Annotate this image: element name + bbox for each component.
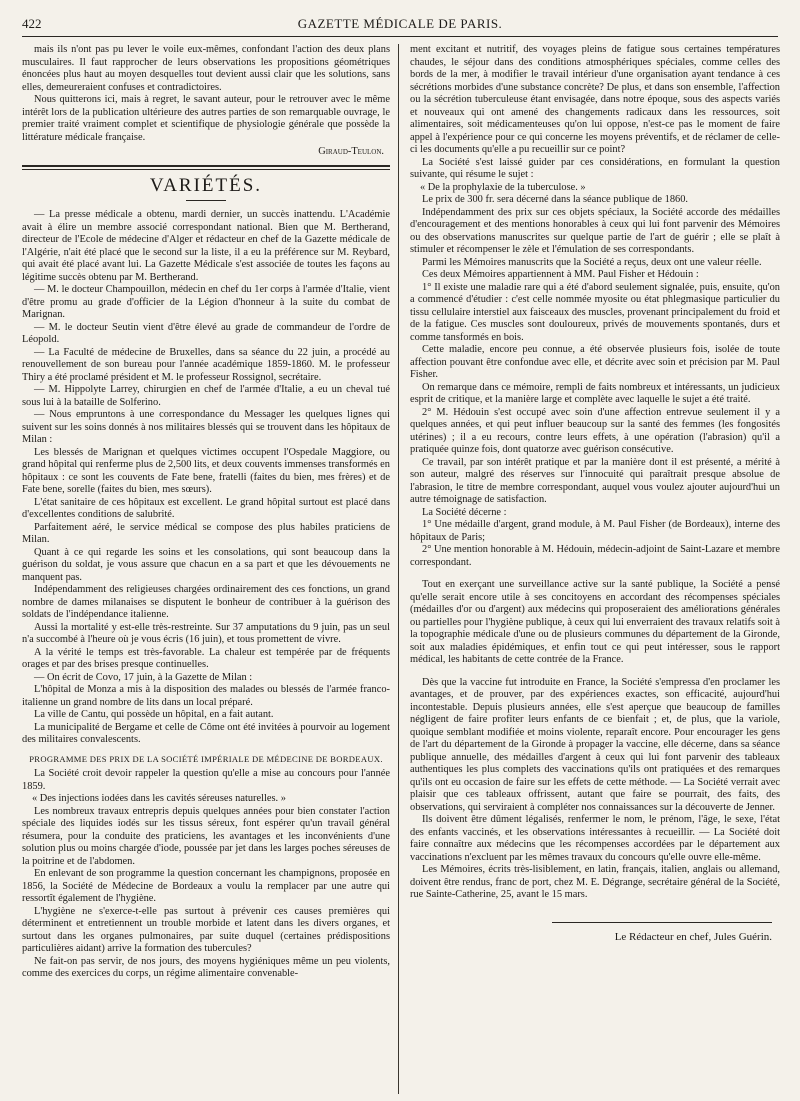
title-underline — [186, 200, 226, 201]
paragraph: La Société croit devoir rappeler la question qu'elle a mise au concours pour l'année 1859. — [22, 768, 390, 792]
paragraph: Les Mémoires, écrits très-lisiblement, en latin, français, italien, anglais ou allemand, doivent être rendus, franc de port, chez M. E. Dégrange, secrétaire général de la Société, rue Sainte-Catherine, 25, avant le 15 mars. — [410, 864, 780, 900]
paragraph: Ils doivent être dûment légalisés, renfermer le nom, le prénom, l'âge, le sexe, l'état des enfants vaccinés, et les observations intéressantes à recueillir. — La Société doit faire connaître aux médecins que les récompenses accordées par le département aux vaccinations n'excluent par les mêmes travaux du concours qu'elle ouvre elle-même. — [410, 814, 780, 863]
paragraph: — M. le docteur Champouillon, médecin en chef du 1er corps à l'armée d'Italie, vient d'être promu au grade d'officier de la Légion d'honneur à la suite du combat de Marignan. — [22, 284, 390, 320]
paragraph: En enlevant de son programme la question concernant les champignons, proposée en 1856, la Société de Médecine de Bordeaux a voulu la remplacer par une autre qui ressortît également de l'hygiène. — [22, 868, 390, 904]
paragraph: La Société s'est laissé guider par ces considérations, en formulant la question suivante, qui résume le sujet : — [410, 156, 780, 180]
paragraph: Indépendamment des prix sur ces objets spéciaux, la Société accorde des médailles d'encouragement et des mentions honorables à ceux qui lui font parvenir des Mémoires ou des observations manuscrites sur quelque partie de l'art de guérir ; elle se plaît à stimuler et récompenser le zèle et l'émulation de ses correspondants. — [410, 206, 780, 255]
journal-title: GAZETTE MÉDICALE DE PARIS. — [297, 16, 503, 31]
subsection-title: PROGRAMME DES PRIX DE LA SOCIÉTÉ IMPÉRIALE DE MÉDECINE DE BORDEAUX. — [29, 753, 383, 764]
paragraph: Le prix de 300 fr. sera décerné dans la séance publique de 1860. — [422, 194, 689, 205]
quoted-question: « De la prophylaxie de la tuberculose. » — [420, 181, 586, 193]
paragraph: On remarque dans ce mémoire, rempli de faits nombreux et intéressants, un judicieux esprit de critique, et la manière large et complète avec laquelle le sujet a été traité. — [410, 381, 780, 405]
paragraph: L'état sanitaire de ces hôpitaux est excellent. Le grand hôpital surtout est placé dans d'excellentes conditions de salubrité. — [22, 496, 390, 520]
paragraph: — M. Hippolyte Larrey, chirurgien en chef de l'armée d'Italie, a eu un cheval tué sous lui à la bataille de Solferino. — [22, 384, 390, 408]
paragraph: mais ils n'ont pas pu lever le voile eux-mêmes, confondant l'action des deux plans musculaires. Il faut rapprocher de leurs observations les propositions géométriques énoncées plus haut au moyen desquelles tout devient aussi clair que les solutions, sans elles, demeureraient confuses et contradictoires. — [22, 44, 390, 93]
paragraph-gap — [410, 667, 780, 677]
paragraph: Ne fait-on pas servir, de nos jours, des moyens hygiéniques même un peu violents, comme des exercices du corps, un régime alimentaire convenable- — [22, 955, 390, 979]
paragraph: Les blessés de Marignan et quelques victimes occupent l'Ospedale Maggiore, ou grand hôpital qui renferme plus de 2,500 lits, et deux couvents immenses transformés en hôpitaux : ce sont les couvents de Fate bene, fratelli (faites du bien, mes frères) et de Fate bene, sorelle (faites du bien, mes sœurs). — [22, 446, 390, 495]
paragraph: La Société décerne : — [422, 506, 507, 518]
paragraph: ment excitant et nutritif, des voyages pleins de fatigue sous certaines températures chaudes, le séjour dans des conditions atmosphériques spéciales, comme celles des bords de la mer, à modifier le travail intérieur d'une organisation ayant tendance à ces sécrétions morbides d'une substance concrète? De plus, et dans son ensemble, l'affection ou la sécrétion tuberculeuse étant envisagée, dans notre époque, sous des aspects variés et nouveaux qui ont amené des changements radicaux dans les ressources, soit alimentaires, soit médicamenteuses qu'on lui oppose, n'est-ce pas le moment de faire appel à l'expérience pour ce qui concerne les moyens préventifs, et de réclamer de celle-ci les documents qu'elle a pu recueillir sur ce point? — [410, 44, 780, 155]
right-column — [410, 44, 780, 943]
editor-signoff: Le Rédacteur en chef, Jules Guérin. — [614, 930, 772, 943]
paragraph: Aussi la mortalité y est-elle très-restreinte. Sur 37 amputations du 9 juin, pas un seul n'a succombé à l'heure où je vous écris (16 juin), et tous promettent de vivre. — [22, 621, 390, 645]
paragraph: Dès que la vaccine fut introduite en France, la Société s'empressa d'en proclamer les avantages, et de prouver, par des expériences exactes, son efficacité, aujourd'hui incontestable. Depuis plusieurs années, elle s'est aperçue que beaucoup de familles négligent de faire profiter leurs enfants de ce bienfait ; et, de plus, que la variole, quoique semblant modifiée et moins violente, reparaît encore. Pour encourager les gens de l'art du département de la Gironde à propager la vaccine, elle décerne, dans sa séance publique annuelle, des médailles d'argent à ceux qui lui font parvenir des tableaux authentiques les plus complets des vaccinations qu'ils ont pratiquées et des remarques qu'ils ont eu occasion de faire sur les effets de cette méthode. — La Société verrait avec plaisir que ces tableaux offrissent, autant que faire se pourrait, des faits, des observations, qui serviraient à compléter nos connaissances sur la découverte de Jenner. — [410, 676, 780, 813]
paragraph: A la vérité le temps est très-favorable. La chaleur est tempérée par de fréquents orages et par des brises presque continuelles. — [22, 646, 390, 670]
paragraph: Indépendamment des religieuses chargées ordinairement des ces fonctions, un grand nombre de dames milanaises se disputent le bonheur de contribuer à la guérison des soldats de l'indépendance italienne. — [22, 584, 390, 620]
paragraph: L'hygiène ne s'exerce-t-elle pas surtout à prévenir ces causes premières qui déterminent et entretiennent un trouble morbide et latent dans les divers organes, et surtout dans les organes pulmonaires, par suite duquel (certaines prédispositions particulières aidant) arrive la formation des tubercules? — [22, 905, 390, 954]
paragraph: Parmi les Mémoires manuscrits que la Société a reçus, deux ont une valeur réelle. — [422, 256, 762, 268]
section-title: VARIÉTÉS. — [149, 174, 263, 196]
left-column — [22, 44, 390, 981]
paragraph: L'hôpital de Monza a mis à la disposition des malades ou blessés de l'armée franco-italienne un grand nombre de lits dans un local préparé. — [22, 684, 390, 708]
section-divider — [22, 165, 390, 170]
paragraph: La ville de Cantu, qui possède un hôpital, en a fait autant. — [34, 709, 274, 720]
page-header — [22, 14, 778, 37]
paragraph: Cette maladie, encore peu connue, a été observée plusieurs fois, isolée de toute affection pouvant être confondue avec elle, et décrite avec soin et précision par M. Paul Fisher. — [410, 344, 780, 380]
paragraph: — La presse médicale a obtenu, mardi dernier, un succès inattendu. L'Académie avait à élire un membre associé correspondant national. Bien que M. Bertherand, directeur de l'Ecole de médecine d'Alger et rédacteur en chef de la Gazette médicale de l'Algérie, n'ait été placé que le second sur la liste, il a eu la préférence sur M. Reybard, qui avait été placé avant lui. La Gazette Médicale s'est associée de toutes les façons au légitime succès obtenu par M. Bertherand. — [22, 209, 390, 283]
paragraph: Tout en exerçant une surveillance active sur la santé publique, la Société a pensé qu'elle serait encore utile à ses concitoyens en accordant des récompenses spéciales (médailles d'or ou d'argent) aux médecins qui proposeraient des améliorations générales ou partielles pour l'hygiène publique, à ceux qui lui enverraient des travaux relatifs soit à la topographie médicale d'une ou de plusieurs communes du département de la Gironde, soit aux maladies épidémiques, et enfin tout ce qui peut intéresser, sous le rapport médical, les habitants de cette contrée de la France. — [410, 579, 780, 665]
paragraph: Parfaitement aéré, le service médical se compose des plus habiles praticiens de Milan. — [22, 521, 390, 545]
paragraph: — On écrit de Covo, 17 juin, à la Gazette de Milan : — [34, 671, 253, 683]
paragraph: Quant à ce qui regarde les soins et les consolations, qui sont beaucoup dans la guérison du soldat, je vous assure que chacun en a sa part et que les dévouements ne manquent pas. — [22, 546, 390, 583]
paragraph: Ce travail, par son intérêt pratique et par la manière dont il est présenté, a mérité à son auteur, malgré des réserves sur l'innocuité qui paraîtrait presque absolue de l'abrasion, le titre de membre correspondant, auquel vous voulez ajouter aujourd'hui un autre témoignage de satisfaction. — [410, 456, 780, 505]
paragraph: Les nombreux travaux entrepris depuis quelques années pour bien constater l'action spéciale des liquides iodés sur les tissus séreux, font espérer qu'un travail général résumera, pour la conduite des praticiens, les avantages et les inconvénients d'une solution plus ou moins chargée d'iode, poussée par jet dans les larges poches séreuses de la poitrine et de l'abdomen. — [22, 805, 390, 867]
paragraph: — Nous empruntons à une correspondance du Messager les quelques lignes qui suivent sur les soins donnés à nos militaires blessés qui se trouvent dans les hôpitaux de Milan : — [22, 409, 390, 445]
paragraph: Nous quitterons ici, mais à regret, le savant auteur, pour le retrouver avec le même intérêt lors de la publication ultérieure des autres parties de son remarquable ouvrage, le premier traité vraiment complet et scientifique de physiologie générale que possède la littérature médicale française. — [22, 94, 390, 143]
page-number: 422 — [22, 16, 42, 31]
paragraph: 1° Il existe une maladie rare qui a été d'abord seulement signalée, puis, ensuite, qu'on a commencé d'étudier : c'est celle nommée myosite ou état phlegmasique particulier du tissu cellulaire interstiel aux faisceaux des muscles, provenant principalement du froid et de la fatigue. Ces muscles sont douloureux, privés de mouvements spontanés, durs et comme tansformés en bois. — [410, 281, 780, 343]
signoff-rule — [552, 922, 772, 923]
paragraph: — M. le docteur Seutin vient d'être élevé au grade de commandeur de l'ordre de Léopold. — [22, 321, 390, 345]
paragraph: La municipalité de Bergame et celle de Côme ont été invitées à pourvoir au logement des militaires convalescents. — [22, 721, 390, 745]
paragraph: Ces deux Mémoires appartiennent à MM. Paul Fisher et Hédouin : — [422, 269, 699, 280]
paragraph: — La Faculté de médecine de Bruxelles, dans sa séance du 22 juin, a procédé au renouvellement de son bureau pour l'année académique 1859-1860. M. le professeur Thiry a été proclamé président et M. le professeur Rossignol, secrétaire. — [22, 346, 390, 383]
author-signature: Giraud-Teulon. — [318, 146, 384, 157]
quoted-question: « Des injections iodées dans les cavités séreuses naturelles. » — [32, 793, 286, 804]
column-divider — [398, 44, 399, 1094]
paragraph: 2° Une mention honorable à M. Hédouin, médecin-adjoint de Saint-Lazare et membre correspondant. — [410, 544, 780, 568]
paragraph-gap — [410, 569, 780, 579]
paragraph: 1° Une médaille d'argent, grand module, à M. Paul Fisher (de Bordeaux), interne des hôpitaux de Paris; — [410, 519, 780, 543]
paragraph: 2° M. Hédouin s'est occupé avec soin d'une affection entrevue seulement il y a quelques années, et qui peut influer beaucoup sur la santé des femmes (les fongosités utérines) ; il a eu recours, contre leurs effets, à une opération (l'abrasion) qu'il a pratiquée quinze fois, dont quatorze avec guérison consécutive. — [410, 406, 780, 455]
